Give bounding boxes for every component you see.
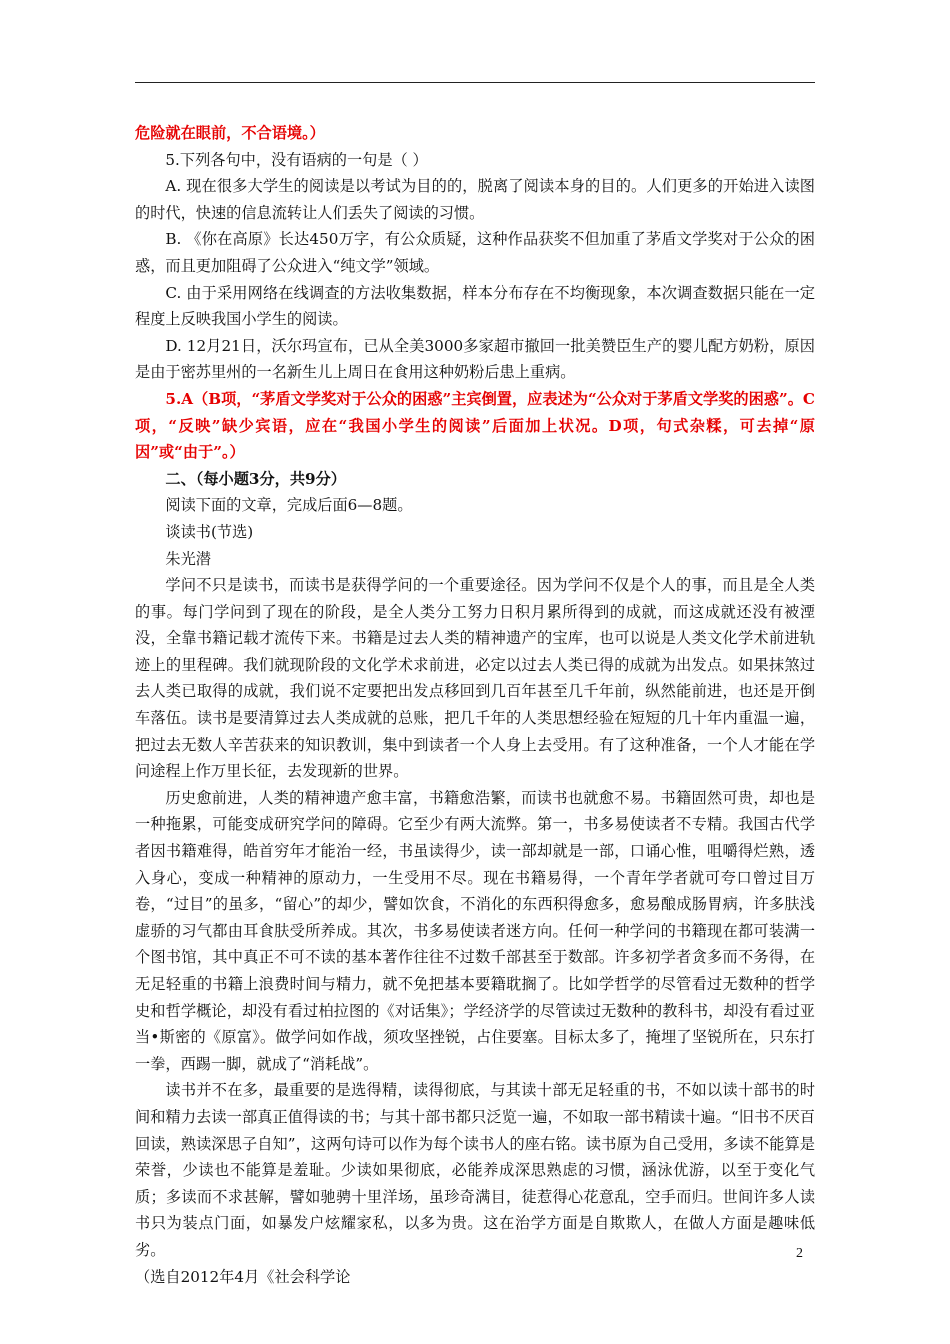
question-5-stem: 5.下列各句中，没有语病的一句是（ ）: [165, 150, 428, 169]
question-5-option-b: B. 《你在高原》长达450万字，有公众质疑，这种作品获奖不但加重了茅盾文学奖对于公众的困惑，而且更加阻碍了公众进入“纯文学”领域。: [135, 230, 815, 275]
question-5-option-a: A. 现在很多大学生的阅读是以考试为目的的，脱离了阅读本身的目的。人们更多的开始进入读图的时代，快速的信息流转让人们丢失了阅读的习惯。: [135, 177, 815, 222]
section-2-instruction: 阅读下面的文章，完成后面6—8题。: [165, 496, 413, 515]
document-body: [135, 120, 815, 1290]
header-rule: [135, 82, 815, 83]
section-2-heading: 二、（每小题3分，共9分）: [165, 469, 346, 488]
previous-answer-tail: 危险就在眼前，不合语境。）: [135, 124, 325, 142]
article-title: 谈读书(节选): [165, 522, 254, 541]
page-number: 2: [796, 1246, 803, 1261]
article-paragraph-2: 历史愈前进，人类的精神遗产愈丰富，书籍愈浩繁，而读书也就愈不易。书籍固然可贵，却也是一种拖累，可能变成研究学问的障碍。它至少有两大流弊。第一，书多易使读者不专精。我国古代学者因书籍难得，皓首穷年才能治一经，书虽读得少，读一部却就是一部，口诵心惟，咀嚼得烂熟，透入身心，变成一种精神的原动力，一生受用不尽。现在书籍易得，一个青年学者就可夸口曾过目万卷，“过目”的虽多，“留心”的却少，譬如饮食，不消化的东西积得愈多，愈易酿成肠胃病，许多肤浅虚骄的习气都由耳食肤受所养成。其次，书多易使读者迷方向。任何一种学问的书籍现在都可装满一个图书馆，其中真正不可不读的基本著作往往不过数千部甚至于数部。许多初学者贪多而不务得，在无足轻重的书籍上浪费时间与精力，就不免把基本要籍耽搁了。比如学哲学的尽管看过无数种的哲学史和哲学概论，却没有看过柏拉图的《对话集》；学经济学的尽管读过无数种的教科书，却没有看过亚当•斯密的《原富》。做学问如作战，须攻坚挫锐，占住要塞。目标太多了，掩埋了坚锐所在，只东打一拳，西踢一脚，就成了“消耗战”。: [135, 788, 815, 1073]
question-5-option-c: C. 由于采用网络在线调查的方法收集数据，样本分布存在不均衡现象，本次调查数据只能在一定程度上反映我国小学生的阅读。: [135, 283, 815, 329]
article-paragraph-3: 读书并不在多，最重要的是选得精，读得彻底，与其读十部无足轻重的书，不如以读十部书的时间和精力去读一部真正值得读的书；与其十部书都只泛览一遍，不如取一部书精读十遍。“旧书不厌百回读，熟读深思子自知”，这两句诗可以作为每个读书人的座右铭。读书原为自己受用，多读不能算是荣誉，少读也不能算是羞耻。少读如果彻底，必能养成深思熟虑的习惯，涵泳优游，以至于变化气质；多读而不求甚解，譬如驰骋十里洋场，虽珍奇满目，徒惹得心花意乱，空手而归。世间许多人读书只为装点门面，如暴发户炫耀家私，以多为贵。这在治学方面是自欺欺人，在做人方面是趣味低劣。: [135, 1081, 815, 1259]
question-5-answer: 5.A（B项，“茅盾文学奖对于公众的困惑”主宾倒置，应表述为“公众对于茅盾文学奖的困惑”。C项，“反映”缺少宾语，应在“我国小学生的阅读”后面加上状况。D项，句式杂糅，可去掉“原因”或“由于”。）: [135, 389, 815, 462]
article-source: （选自2012年4月《社会科学论: [135, 1267, 351, 1286]
question-5-option-d: D. 12月21日，沃尔玛宣布，已从全美3000多家超市撤回一批美赞臣生产的婴儿配方奶粉，原因是由于密苏里州的一名新生儿上周日在食用这种奶粉后患上重病。: [135, 336, 815, 382]
article-paragraph-1: 学问不只是读书，而读书是获得学问的一个重要途径。因为学问不仅是个人的事，而且是全人类的事。每门学问到了现在的阶段，是全人类分工努力日积月累所得到的成就，而这成就还没有被湮没，全靠书籍记载才流传下来。书籍是过去人类的精神遗产的宝库，也可以说是人类文化学术前进轨迹上的里程碑。我们就现阶段的文化学术求前进，必定以过去人类已得的成就为出发点。如果抹煞过去人类已取得的成就，我们说不定要把出发点移回到几百年甚至几千年前，纵然能前进，也还是开倒车落伍。读书是要清算过去人类成就的总账，把几千年的人类思想经验在短短的几十年内重温一遍，把过去无数人辛苦获来的知识教训，集中到读者一个人身上去受用。有了这种准备，一个人才能在学问途程上作万里长征，去发现新的世界。: [135, 576, 815, 781]
article-author: 朱光潜: [165, 549, 211, 568]
